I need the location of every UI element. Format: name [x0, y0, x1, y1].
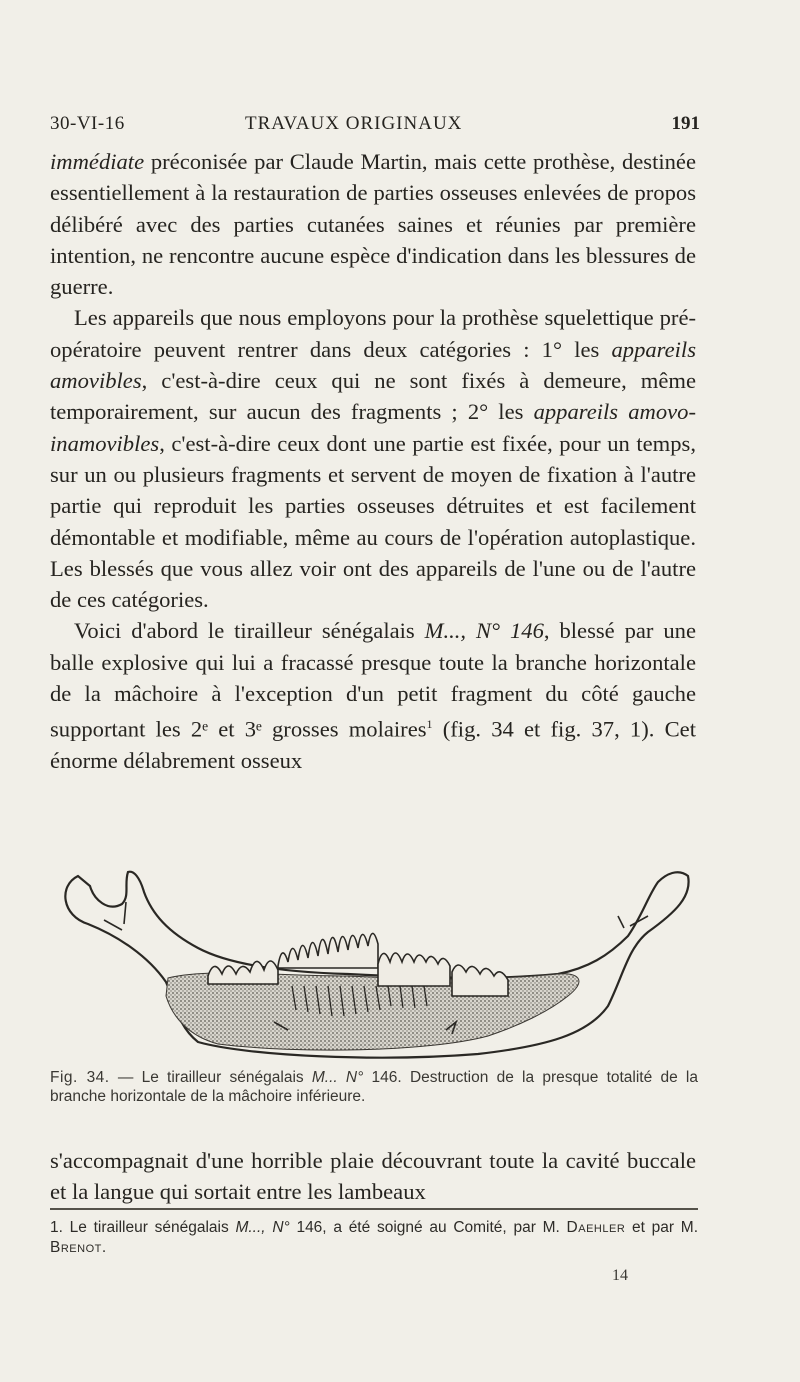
- p3-emphasis: M..., N° 146: [424, 618, 544, 644]
- footnote-name-2: Brenot: [50, 1239, 102, 1256]
- mandible-illustration: [48, 856, 700, 1068]
- footnote-text-a: 1. Le tirailleur sénégalais: [50, 1219, 236, 1236]
- caption-emphasis: M... N°: [311, 1069, 364, 1086]
- p1-emphasis: immédiate: [50, 149, 145, 174]
- footnote: [50, 1218, 698, 1258]
- p2-text-b: , c'est-à-dire ceux qui ne sont fixés à demeure, même temporairement, sur aucun des fragments ; 2° les: [50, 368, 696, 425]
- figure-caption: [50, 1068, 698, 1106]
- p2-emphasis-2: appareils amovo-inamovibles: [50, 399, 696, 456]
- footnote-text-c: et par M.: [625, 1219, 698, 1236]
- paragraph-2: [50, 302, 696, 615]
- header-title: TRAVAUX ORIGINAUX: [245, 113, 463, 134]
- running-head: [50, 113, 700, 143]
- paragraph-1: [50, 146, 696, 302]
- p3-text-c: (fig. 34 et fig. 37, 1). Cet énorme délabrement osseux: [50, 716, 696, 774]
- caption-rest: 146. Destruction de la presque totalité de la branche horizontale de la mâchoire inférieure.: [50, 1069, 698, 1105]
- footnote-divider: [50, 1208, 698, 1210]
- p1-text: préconisée par Claude Martin, mais cette prothèse, destinée essentiellement à la restauration de parties osseuses enlevées de propos délibéré avec des parties cutanées saines et réunies par première intention, ne rencontre aucune espèce d'indication dans les blessures de guerre.: [50, 149, 696, 300]
- p3-text-a: Voici d'abord le tirailleur sénégalais: [74, 618, 425, 644]
- page-number: 191: [671, 113, 700, 134]
- caption-text: — Le tirailleur sénégalais: [109, 1069, 312, 1086]
- caption-figure-number: Fig. 34.: [50, 1069, 110, 1086]
- header-date: 30-VI-16: [50, 113, 125, 134]
- p2-text-c: , c'est-à-dire ceux dont une partie est fixée, pour un temps, sur un ou plusieurs fragments et servent de moyen de fixation à l'autre partie qui reproduit les parties osseuses détruites et est facilement démontable et modifiable, même au cours de l'opération autoplastique. Les blessés que vous allez voir ont des appareils de l'une ou de l'autre de ces catégories.: [50, 430, 696, 613]
- footnote-text-d: .: [101, 1239, 107, 1256]
- footnote-emphasis: M..., N°: [235, 1219, 290, 1236]
- p3-text-b: , blessé par une balle explosive qui lui a fracassé presque toute la branche horizontale de la mâchoire à l'exception d'un petit fragment du côté gauche supportant les 2ᵉ et 3ᵉ grosses molaires: [50, 618, 697, 742]
- mandible-figure: [48, 856, 700, 1068]
- paragraph-3: [50, 615, 696, 776]
- footnote-text-b: 146, a été soigné au Comité, par M.: [289, 1219, 567, 1236]
- footnote-name-1: Daehler: [566, 1219, 626, 1236]
- continuation-text: s'accompagnait d'une horrible plaie découvrant toute la cavité buccale et la langue qui sortait entre les lambeaux: [50, 1148, 696, 1205]
- p2-text-a: Les appareils que nous employons pour la prothèse squelettique pré-opératoire peuvent rentrer dans deux catégories : 1° les: [50, 305, 696, 362]
- main-text: [50, 146, 696, 776]
- signature-mark: 14: [612, 1267, 628, 1284]
- footnote-ref: 1: [426, 717, 433, 732]
- p2-emphasis-1: appareils amovibles: [50, 336, 696, 394]
